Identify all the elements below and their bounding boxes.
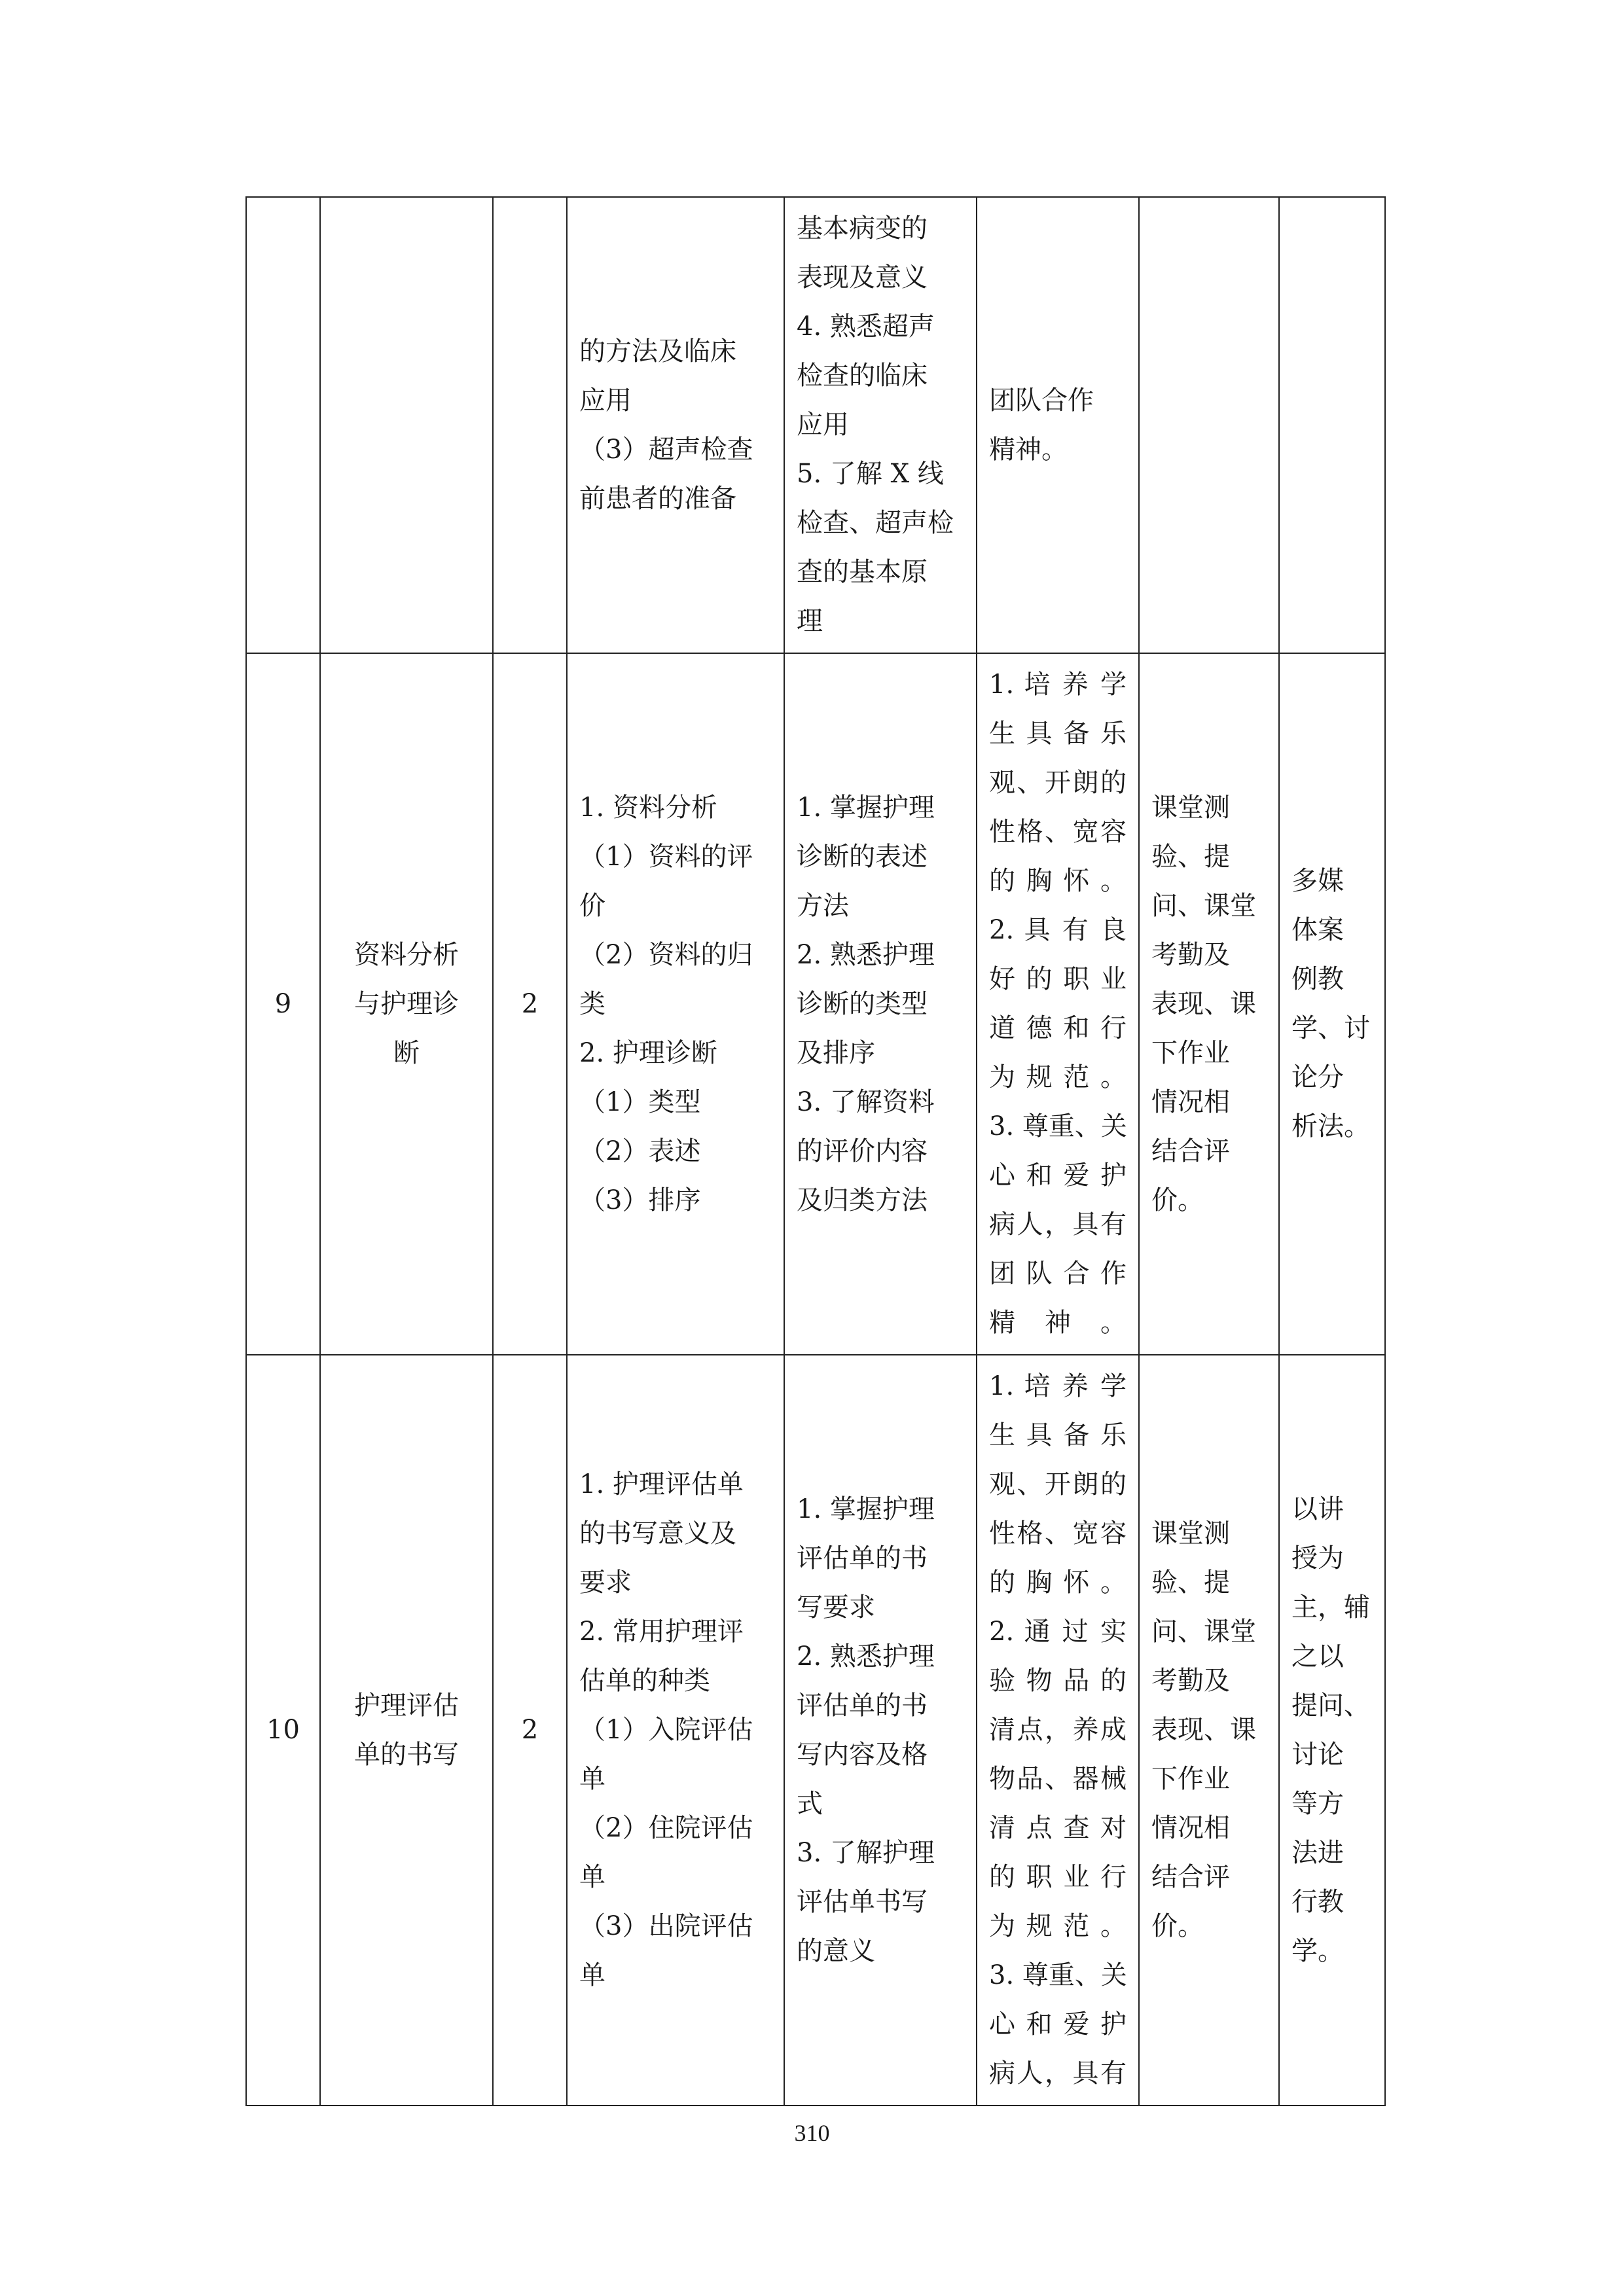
cell-text-line: 写内容及格 [797,1739,928,1770]
cell-text-line: 价。 [1151,1911,1204,1941]
cell-text-line: 下作业 [1151,1764,1230,1794]
cell-text-line: 2. 熟悉护理 [797,1641,935,1672]
cell-text-line: （3）排序 [579,1185,701,1215]
lesson-number-cell: 10 [246,1355,320,2106]
cell-text-line: （2）资料的归 [579,939,753,970]
cell-text-line: 讨论 [1291,1739,1344,1770]
cell-text-line: 心和爱护 [989,1160,1127,1191]
teaching-method-cell [1279,653,1385,1355]
cell-text-line: 估单的种类 [579,1666,710,1696]
cell-text-line: 方法 [797,890,849,921]
assessment-cell [1139,1355,1279,2106]
cell-text-line: 验 物 品 的 [989,1666,1127,1696]
cell-text-line: 表现及意义 [797,262,928,293]
cell-text-line: （1）资料的评 [579,841,753,872]
cell-text-line: 学、讨 [1291,1013,1370,1043]
hours-cell [493,197,567,653]
cell-text-line: 应用 [579,385,632,416]
cell-text-line: 的方法及临床 [579,336,736,367]
cell-text-line: 写要求 [797,1592,875,1623]
objectives-cell [784,1355,977,2106]
cell-text-line: 价 [579,890,605,921]
cell-text-line: 评估单书写 [797,1886,928,1917]
cell-text-line: （3）超声检查 [579,434,753,465]
cell-text-line: 法进 [1291,1837,1344,1868]
cell-text-line: 4. 熟悉超声 [797,312,935,342]
cell-text-line: 多媒 [1291,866,1344,896]
cell-text-line: 3. 了解资料 [797,1086,935,1117]
cell-text-line: 课堂测 [1151,1518,1230,1549]
cell-text-line: 以讲 [1291,1494,1344,1524]
cell-text-line: 2. 常用护理评 [579,1617,744,1647]
cell-text-line: 为规范。 [989,1062,1127,1092]
lesson-number-cell: 9 [246,653,320,1355]
cell-text-line: 1. 资料分析 [579,792,717,823]
cell-text-line: 诊断的表述 [797,841,928,872]
cell-text-line: 的意义 [797,1935,875,1966]
cell-text-line: 生 具 备 乐 [989,719,1127,749]
cell-text-line: 前患者的准备 [579,483,736,514]
cell-text-line: 之以 [1291,1641,1344,1672]
cell-text-line: 道 德 和 行 [989,1013,1127,1043]
cell-text-line: 考勤及 [1151,1666,1230,1696]
cell-text-line: 表现、课 [1151,988,1256,1019]
teaching-method-cell [1279,197,1385,653]
cell-text-line: 2. 护理诊断 [579,1037,717,1068]
objectives-cell [784,653,977,1355]
cell-text-line: （3）出院评估 [579,1911,753,1941]
cell-text-line: 观、开朗的 [989,768,1127,798]
lesson-number-cell [246,197,320,653]
cell-text-line: 表现、课 [1151,1715,1256,1745]
cell-text-line: 论分 [1291,1062,1344,1092]
cell-text-line: 类 [579,988,605,1019]
cell-text-line: 提问、 [1291,1690,1370,1721]
cell-text-line: 的胸怀。 [989,1568,1127,1598]
cell-text-line: 例教 [1291,964,1344,994]
table-row [246,1355,1385,2106]
content-cell [567,197,784,653]
cell-text-line: 护理评估 [354,1690,459,1721]
teaching-method-cell [1279,1355,1385,2106]
assessment-cell [1139,653,1279,1355]
cell-text-line: 精神。 [989,1308,1127,1338]
cell-text-line: 单 [579,1764,605,1794]
cell-text-line: 的胸怀。 [989,866,1127,896]
cell-text-line: （2）住院评估 [579,1813,753,1843]
cell-text-line: 诊断的类型 [797,988,928,1019]
cell-text-line: （2）表述 [579,1136,701,1166]
cell-text-line: 等方 [1291,1788,1344,1819]
cell-text-line: 1. 培 养 学 [989,1371,1127,1401]
cell-text-line: 性格、宽容 [989,817,1127,847]
cell-text-line: 的评价内容 [797,1136,928,1166]
cell-text-line: 为规范。 [989,1911,1127,1941]
cell-text-line: 验、提 [1151,841,1230,872]
assessment-cell [1139,197,1279,653]
cell-text-line: 验、提 [1151,1568,1230,1598]
content-cell [567,1355,784,2106]
content-cell [567,653,784,1355]
cell-text-line: 查的基本原 [797,557,928,587]
cell-text-line: 5. 了解 X 线 [797,459,944,489]
cell-text-line: （1）入院评估 [579,1715,753,1745]
cell-text-line: 的 职 业 行 [989,1862,1127,1892]
cell-text-line: 精神。 [989,434,1068,465]
cell-text-line: 清点，养成 [989,1715,1127,1745]
cell-text-line: 单 [579,1960,605,1990]
cell-text-line: 及归类方法 [797,1185,928,1215]
cell-text-line: 结合评 [1151,1862,1230,1892]
cell-text-line: 3. 尊重、关 [989,1960,1127,1990]
cell-text-line: 3. 了解护理 [797,1837,935,1868]
lesson-title-cell [320,1355,493,2106]
cell-text-line: 团队合作 [989,1259,1127,1289]
cell-text-line: 观、开朗的 [989,1469,1127,1499]
cell-text-line: 体案 [1291,915,1344,945]
cell-text-line: 课堂测 [1151,792,1230,823]
cell-text-line: 理 [797,606,823,636]
cell-text-line: 应用 [797,410,849,440]
cell-text-line: 授为 [1291,1543,1344,1573]
cell-text-line: 团队合作 [989,385,1094,416]
cell-text-line: 行教 [1291,1886,1344,1917]
hours-cell: 2 [493,653,567,1355]
objectives-cell [784,197,977,653]
hours-cell: 2 [493,1355,567,2106]
cell-text-line: 2. 具 有 良 [989,915,1127,945]
cell-text-line: 清 点 查 对 [989,1813,1127,1843]
cell-text-line: （1）类型 [579,1086,701,1117]
table-row [246,197,1385,653]
cell-text-line: 2. 熟悉护理 [797,939,935,970]
cell-text-line: 单的书写 [354,1739,459,1770]
cell-text-line: 及排序 [797,1037,875,1068]
cell-text-line: 析法。 [1291,1111,1370,1141]
cell-text-line: 式 [797,1788,823,1819]
cell-text-line: 断 [393,1037,420,1068]
cell-text-line: 1. 掌握护理 [797,1494,935,1524]
cell-text-line: 病人，具有 [989,1210,1127,1240]
cell-text-line: 1. 掌握护理 [797,792,935,823]
cell-text-line: 价。 [1151,1185,1204,1215]
page-number: 310 [794,2120,830,2146]
cell-text-line: 问、课堂 [1151,890,1256,921]
table-row [246,653,1385,1355]
lesson-title-cell [320,653,493,1355]
cell-text-line: 心和爱护 [989,2009,1127,2039]
cell-text-line: 2. 通 过 实 [989,1617,1127,1647]
curriculum-table [245,196,1386,2106]
cell-text-line: 单 [579,1862,605,1892]
cell-text-line: 1. 护理评估单 [579,1469,744,1499]
cell-text-line: 情况相 [1151,1086,1230,1117]
cell-text-line: 问、课堂 [1151,1617,1256,1647]
lesson-title-cell [320,197,493,653]
quality-goal-cell [977,653,1139,1355]
cell-text-line: 的书写意义及 [579,1518,736,1549]
cell-text-line: 下作业 [1151,1037,1230,1068]
cell-text-line: 与护理诊 [354,988,459,1019]
cell-text-line: 生 具 备 乐 [989,1420,1127,1450]
quality-goal-cell [977,1355,1139,2106]
cell-text-line: 评估单的书 [797,1690,928,1721]
cell-text-line: 物品、器械 [989,1764,1127,1794]
cell-text-line: 学。 [1291,1935,1344,1966]
cell-text-line: 考勤及 [1151,939,1230,970]
cell-text-line: 主，辅 [1291,1592,1370,1623]
cell-text-line: 情况相 [1151,1813,1230,1843]
cell-text-line: 资料分析 [354,939,459,970]
cell-text-line: 性格、宽容 [989,1518,1127,1549]
cell-text-line: 评估单的书 [797,1543,928,1573]
cell-text-line: 3. 尊重、关 [989,1111,1127,1141]
cell-text-line: 病人，具有 [989,2058,1127,2089]
cell-text-line: 检查的临床 [797,361,928,391]
cell-text-line: 要求 [579,1568,632,1598]
cell-text-line: 基本病变的 [797,213,928,243]
quality-goal-cell [977,197,1139,653]
cell-text-line: 1. 培 养 学 [989,670,1127,700]
cell-text-line: 结合评 [1151,1136,1230,1166]
cell-text-line: 检查、超声检 [797,508,954,538]
cell-text-line: 好 的 职 业 [989,964,1127,994]
